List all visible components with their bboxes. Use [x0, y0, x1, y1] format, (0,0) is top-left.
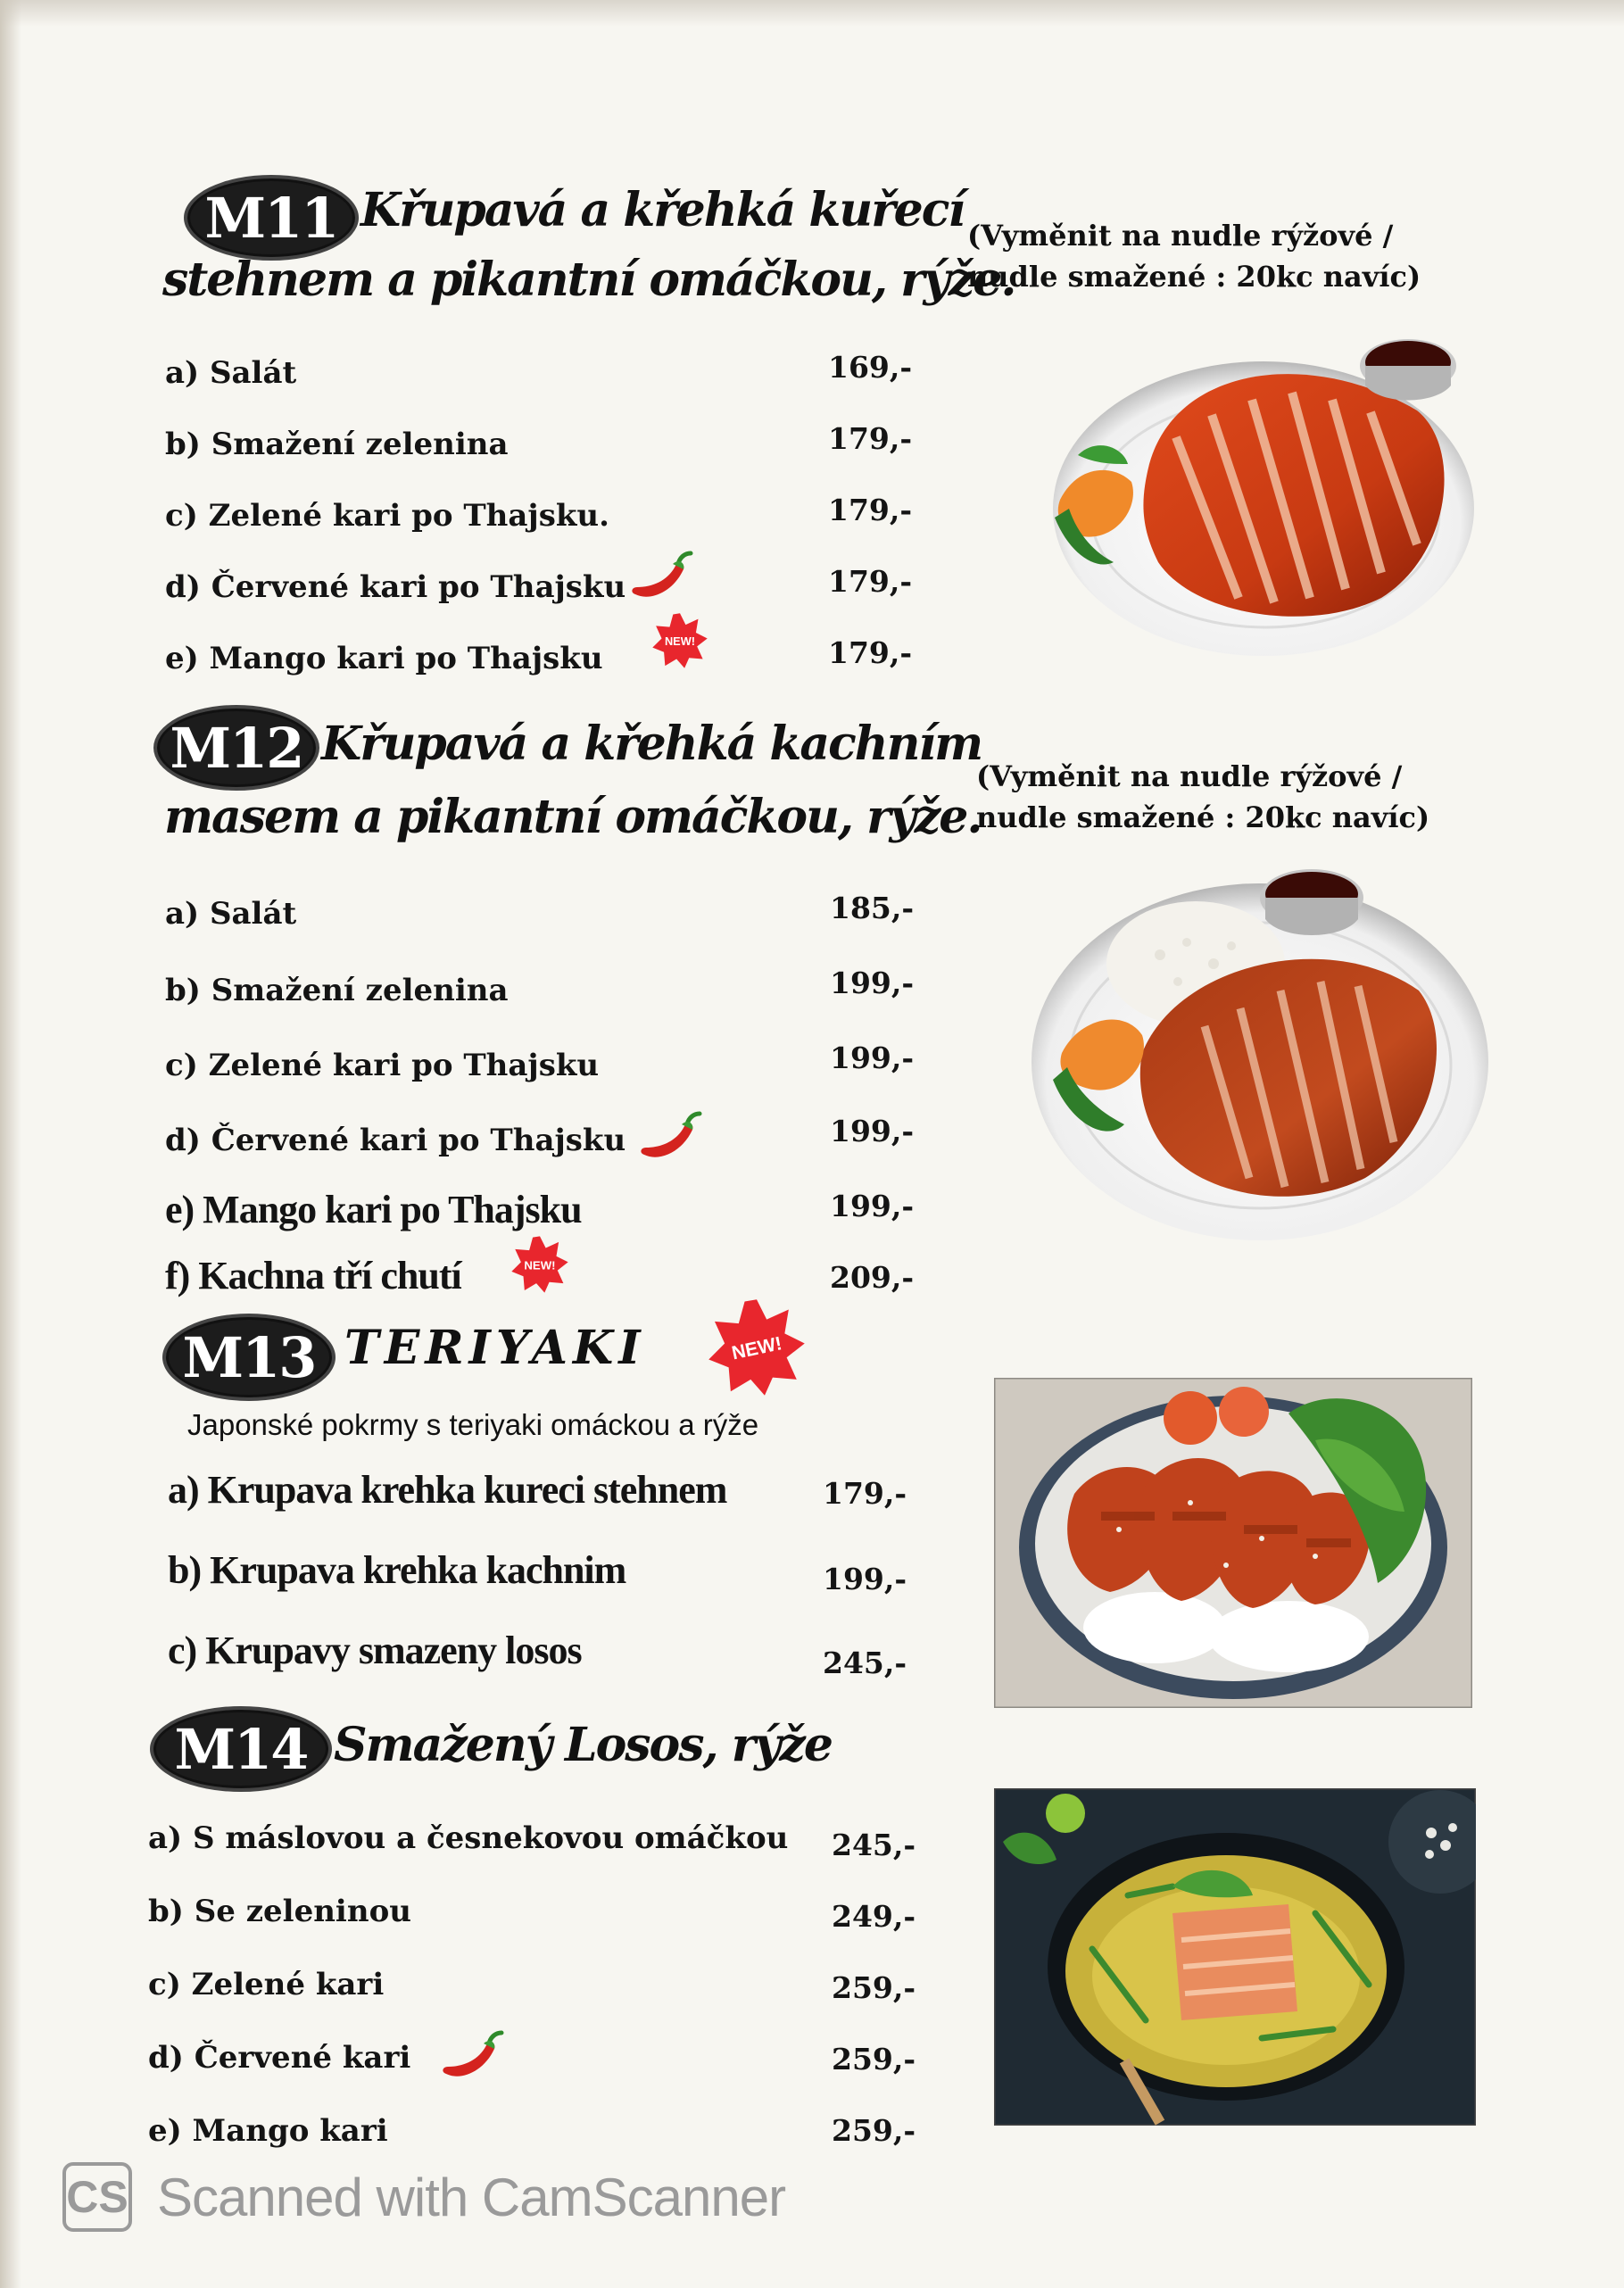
- m14-item-e: e) Mango kari: [148, 2113, 388, 2149]
- m12-item-c: c) Zelené kari po Thajsku: [165, 1048, 600, 1083]
- m12-item-a: a) Salát: [165, 896, 297, 932]
- m12-item-d: d) Červené kari po Thajsku: [165, 1123, 626, 1158]
- camscanner-logo: CS: [62, 2162, 132, 2232]
- m12-price-f: 209,-: [830, 1260, 915, 1295]
- m14-item-a: a) S máslovou a česnekovou omáčkou: [148, 1820, 789, 1856]
- new-badge-icon: [510, 1235, 569, 1294]
- m13-title: TERIYAKI: [344, 1321, 646, 1375]
- m11-item-c: c) Zelené kari po Thajsku.: [165, 498, 609, 534]
- m12-item-b: b) Smažení zelenina: [165, 973, 509, 1008]
- chili-icon: [441, 2029, 505, 2085]
- m14-price-a: 245,-: [832, 1828, 916, 1862]
- chili-icon: [639, 1110, 703, 1165]
- m11-price-b: 179,-: [828, 421, 913, 456]
- m14-code-badge: M14: [150, 1706, 332, 1792]
- m13-price-b: 199,-: [823, 1562, 907, 1596]
- m12-price-e: 199,-: [830, 1189, 915, 1223]
- m11-dish-photo: [1042, 330, 1479, 660]
- m12-title-line-1: Křupavá a křehká kachním: [321, 717, 982, 771]
- m14-item-d: d) Červené kari: [148, 2040, 411, 2076]
- m11-note-line-2: nudle smažené : 20kc navíc): [967, 260, 1421, 294]
- m14-item-b: b) Se zeleninou: [148, 1894, 411, 1929]
- m14-price-c: 259,-: [832, 1970, 916, 2005]
- m11-note-line-1: (Vyměnit na nudle rýžové /: [967, 219, 1394, 253]
- m11-price-a: 169,-: [828, 350, 913, 385]
- m11-title-line-1: Křupavá a křehká kuřecí: [360, 183, 965, 237]
- m14-price-e: 259,-: [832, 2113, 916, 2148]
- m11-code-badge: M11: [184, 175, 359, 261]
- m12-price-b: 199,-: [830, 966, 915, 1000]
- page-shadow: [0, 0, 1624, 27]
- m11-title-line-2: stehnem a pikantní omáčkou, rýže.: [162, 253, 1015, 307]
- svg-text:NEW!: NEW!: [664, 634, 696, 649]
- m11-item-e: e) Mango kari po Thajsku: [165, 641, 603, 676]
- m12-item-e: e) Mango kari po Thajsku: [165, 1188, 582, 1231]
- m11-item-a: a) Salát: [165, 355, 297, 391]
- m13-item-c: c) Krupavy smazeny losos: [168, 1629, 582, 1672]
- new-badge-icon: [707, 1297, 807, 1397]
- m13-item-b: b) Krupava krehka kachnim: [168, 1548, 626, 1592]
- m13-item-a: a) Krupava krehka kureci stehnem: [168, 1468, 727, 1512]
- m14-item-c: c) Zelené kari: [148, 1967, 385, 2002]
- svg-text:NEW!: NEW!: [524, 1258, 556, 1272]
- m14-dish-photo: [994, 1788, 1476, 2126]
- m12-item-f: f) Kachna tří chutí: [165, 1254, 461, 1297]
- m12-price-a: 185,-: [830, 891, 915, 925]
- m13-price-a: 179,-: [823, 1476, 907, 1511]
- watermark-text: Scanned with CamScanner: [157, 2167, 786, 2227]
- m14-title: Smažený Losos, rýže: [334, 1718, 832, 1772]
- m13-dish-photo: [994, 1378, 1472, 1708]
- m12-title-line-2: masem a pikantní omáčkou, rýže.: [164, 790, 982, 844]
- m12-dish-photo: [1026, 857, 1494, 1249]
- new-badge-icon: [651, 612, 708, 669]
- m11-item-d: d) Červené kari po Thajsku: [165, 569, 626, 605]
- m13-subtitle: Japonské pokrmy s teriyaki omáckou a rýže: [187, 1408, 759, 1441]
- m11-price-d: 179,-: [828, 564, 913, 599]
- m11-price-e: 179,-: [828, 635, 913, 670]
- page-edge-shadow: [0, 0, 21, 2288]
- scanner-watermark: [62, 2161, 785, 2233]
- m11-item-b: b) Smažení zelenina: [165, 427, 509, 462]
- chili-icon: [630, 550, 694, 605]
- m11-price-c: 179,-: [828, 493, 913, 527]
- m14-price-d: 259,-: [832, 2042, 916, 2077]
- m12-price-d: 199,-: [830, 1114, 915, 1148]
- m12-note-line-1: (Vyměnit na nudle rýžové /: [976, 759, 1403, 793]
- m12-note-line-2: nudle smažené : 20kc navíc): [976, 800, 1430, 834]
- svg-text:NEW!: NEW!: [729, 1332, 784, 1364]
- m12-price-c: 199,-: [830, 1040, 915, 1075]
- m14-price-b: 249,-: [832, 1899, 916, 1934]
- m12-code-badge: M12: [153, 705, 319, 791]
- m13-code-badge: M13: [162, 1314, 336, 1401]
- m13-price-c: 245,-: [823, 1646, 907, 1680]
